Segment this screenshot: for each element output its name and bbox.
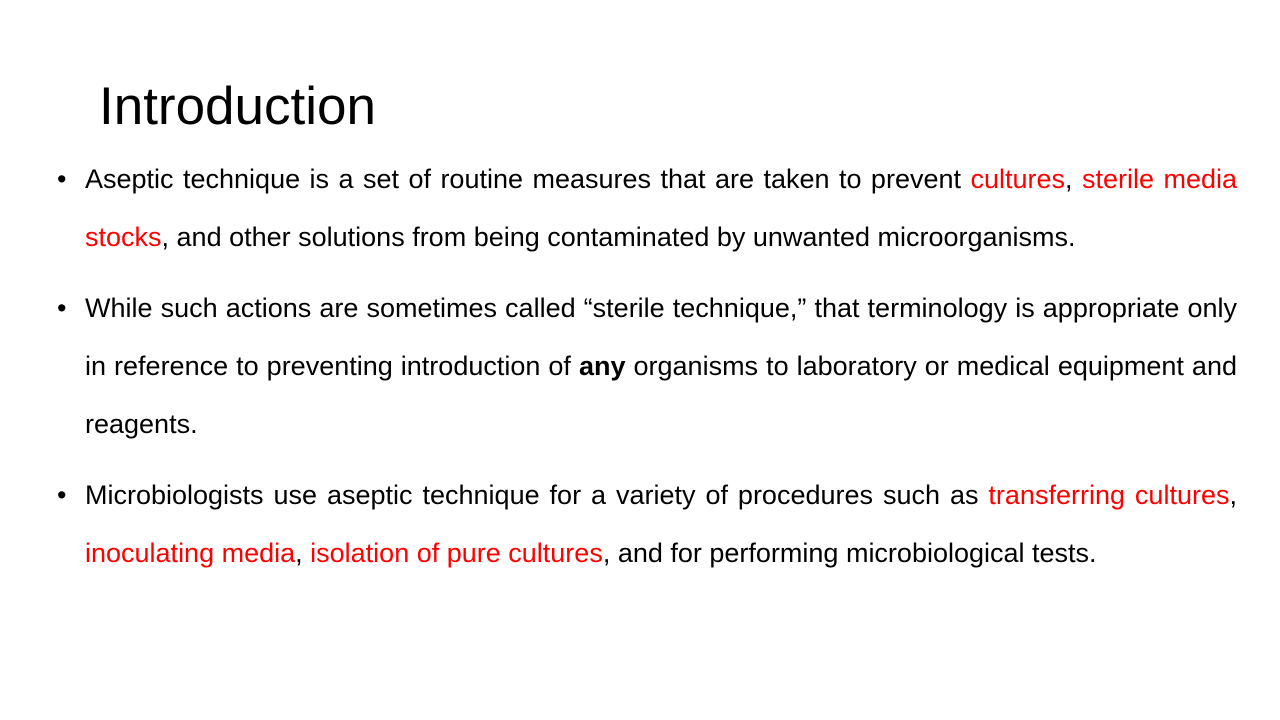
bullet-text-segment: , [1229, 480, 1237, 510]
bullet-text-segment: While such actions are sometimes called “sterile technique,” that terminology is appropriate only in reference to preventing introduction of [85, 293, 1237, 381]
highlighted-term: inoculating media [85, 538, 296, 568]
bullet-icon: • [57, 480, 67, 510]
bullet-list [57, 150, 1237, 595]
highlighted-term: cultures [970, 164, 1065, 194]
slide-title: Introduction [99, 77, 376, 136]
bullet-text-segment: Microbiologists use aseptic technique for a variety of procedures such as [85, 480, 989, 510]
bullet-text-segment: , [1065, 164, 1082, 194]
highlighted-term: isolation of pure cultures [310, 538, 603, 568]
bullet-text-segment: Aseptic technique is a set of routine measures that are taken to prevent [85, 164, 971, 194]
bullet-item [57, 150, 1237, 266]
highlighted-term: transferring cultures [988, 480, 1230, 510]
bullet-item [57, 466, 1237, 582]
bullet-text-segment: , [295, 538, 311, 568]
emphasized-term: any [578, 351, 626, 381]
bullet-text-segment: , and other solutions from being contaminated by unwanted microorganisms. [161, 222, 1076, 252]
bullet-item [57, 279, 1237, 453]
highlighted-term: sterile media stocks [85, 164, 1237, 252]
bullet-icon: • [57, 293, 67, 323]
bullet-text-segment: , and for performing microbiological tests. [602, 538, 1097, 568]
bullet-text-segment: organisms to laboratory or medical equipment and reagents. [85, 351, 1237, 439]
bullet-icon: • [57, 164, 67, 194]
